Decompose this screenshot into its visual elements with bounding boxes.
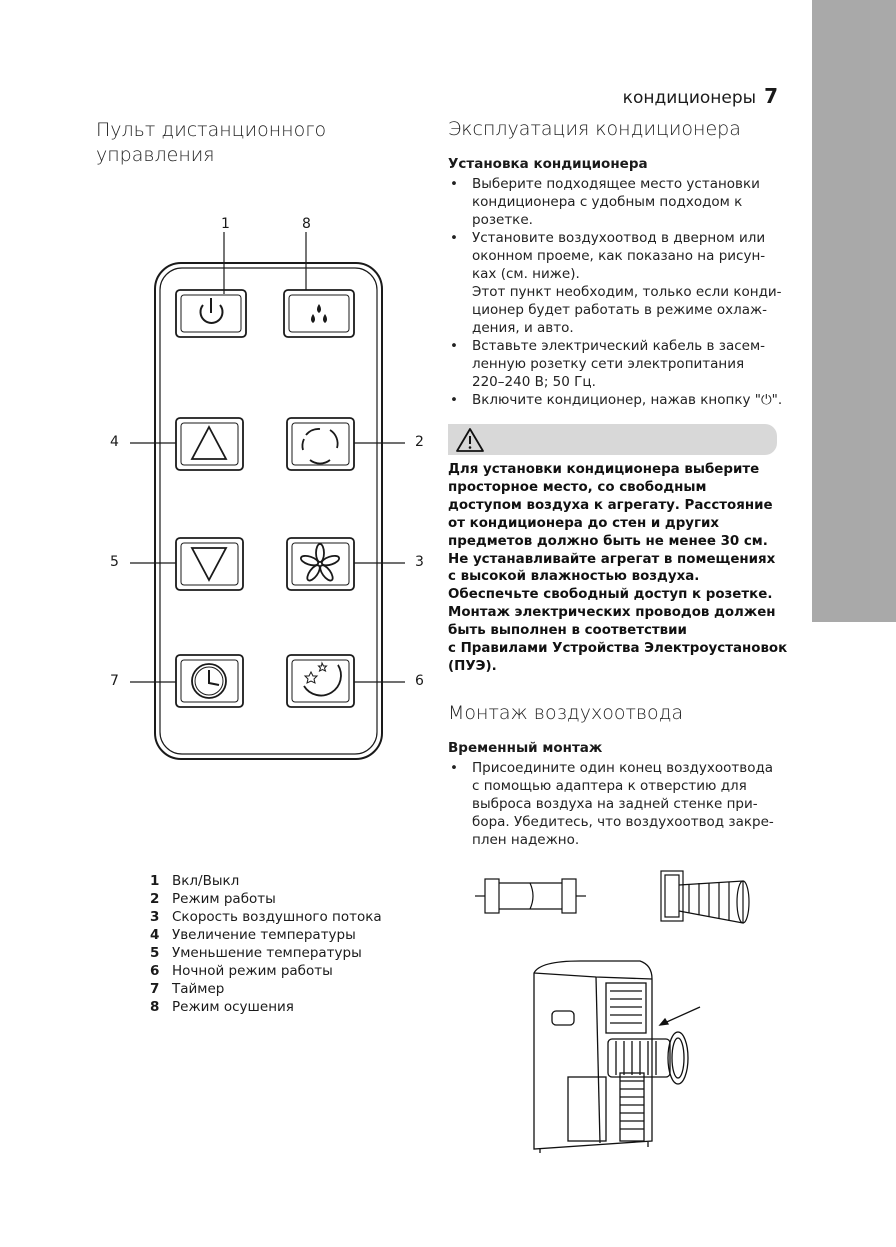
- legend-item: 4 Увеличение температуры: [150, 927, 356, 943]
- mode-button[interactable]: [287, 418, 354, 470]
- temp-up-button[interactable]: [176, 418, 243, 470]
- timer-button[interactable]: [176, 655, 243, 707]
- chapter-side-tab: [812, 0, 896, 622]
- list-item: • Вставьте электрический кабель в засем- ленную розетку сети электропитания 220–240 В; 50 Гц.: [448, 337, 788, 391]
- callout-5: 5: [110, 554, 119, 570]
- legend-item: 3 Скорость воздушного потока: [150, 909, 382, 925]
- dry-mode-button[interactable]: [284, 290, 354, 337]
- callout-8: 8: [302, 216, 311, 232]
- operation-title: Эксплуатация кондиционера: [448, 118, 741, 140]
- temp-mount-heading: Временный монтаж: [448, 740, 603, 756]
- list-item: • Выберите подходящее место установки кондиционера с удобным подходом к розетке.: [448, 175, 788, 229]
- remote-control-diagram: [100, 210, 440, 770]
- install-heading: Установка кондиционера: [448, 156, 648, 172]
- header-section: кондиционеры: [622, 88, 757, 108]
- legend-item: 6 Ночной режим работы: [150, 963, 333, 979]
- callout-1: 1: [221, 216, 230, 232]
- window-adapter-illustration: [655, 865, 755, 930]
- legend-item: 5 Уменьшение температуры: [150, 945, 362, 961]
- list-item: • Присоедините один конец воздухоотвода с помощью адаптера к отверстию для выброса воздуха на задней стенке при- бора. Убедитесь, что воздухоотвод закре- плен надежно.: [448, 759, 788, 849]
- air-conditioner-illustration: [520, 955, 720, 1155]
- callout-4: 4: [110, 434, 119, 450]
- warning-bar: [448, 424, 777, 455]
- hose-adapter-illustration: [470, 865, 590, 925]
- button-legend: [150, 872, 382, 1016]
- mount-title: Монтаж воздухоотвода: [448, 702, 684, 724]
- legend-item: 1 Вкл/Выкл: [150, 873, 240, 889]
- callout-6: 6: [415, 673, 424, 689]
- legend-item: 7 Таймер: [150, 981, 225, 997]
- list-item: • Включите кондиционер, нажав кнопку "⏻".: [448, 391, 788, 409]
- night-mode-button[interactable]: [287, 655, 354, 707]
- legend-item: 8 Режим осушения: [150, 999, 294, 1015]
- warning-icon: [455, 427, 485, 453]
- page-number: 7: [764, 84, 778, 108]
- page-header: [623, 84, 778, 108]
- temp-mount-list: [448, 759, 788, 849]
- temp-down-button[interactable]: [176, 538, 243, 590]
- list-item: • Установите воздухоотвод в дверном или оконном проеме, как показано на рисун- ках (см. ниже). Этот пункт необходим, только если конди- ционер будет работать в режиме охлаж- дения, и авто.: [448, 229, 788, 337]
- callout-7: 7: [110, 673, 119, 689]
- remote-title: Пульт дистанционного управления: [96, 119, 327, 166]
- warning-text: Для установки кондиционера выберите просторное место, со свободным доступом воздуха к агрегату. Расстояние от кондиционера до стен и других предметов должно быть не менее 30 см. Не устанавливайте агрегат в помещениях с высокой влажностью воздуха. Обеспечьте свободный доступ к розетке. Монтаж электрических проводов должен быть выполнен в соответствии с Правилами Устройства Электроустановок (ПУЭ).: [448, 462, 788, 674]
- power-button[interactable]: [176, 290, 246, 337]
- fan-speed-button[interactable]: [287, 538, 354, 590]
- callout-3: 3: [415, 554, 424, 570]
- install-list: [448, 175, 788, 409]
- legend-item: 2 Режим работы: [150, 891, 276, 907]
- callout-2: 2: [415, 434, 424, 450]
